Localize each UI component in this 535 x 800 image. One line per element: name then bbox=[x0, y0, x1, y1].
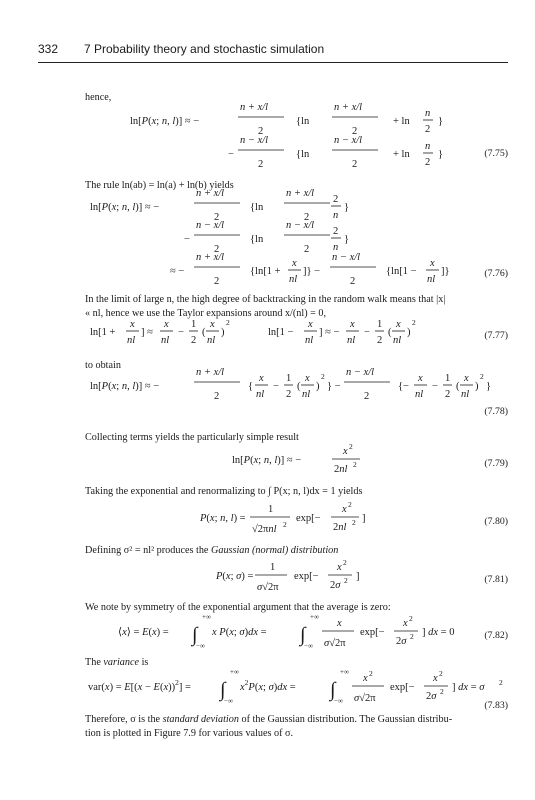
svg-text:x: x bbox=[430, 258, 435, 269]
svg-text:2: 2 bbox=[283, 520, 287, 529]
text-variance-emphasis: variance bbox=[103, 657, 140, 668]
svg-text:n: n bbox=[333, 210, 339, 221]
svg-text:{ln: {ln bbox=[296, 116, 310, 127]
svg-text:1: 1 bbox=[268, 504, 274, 515]
svg-text:−: − bbox=[273, 381, 279, 392]
svg-text:exp[−: exp[− bbox=[360, 627, 385, 638]
text-therefore-line2: tion is plotted in Figure 7.9 for various values of σ. bbox=[85, 728, 294, 739]
svg-text:2: 2 bbox=[343, 558, 347, 567]
svg-text:}: } bbox=[486, 381, 492, 392]
svg-text:exp[−: exp[− bbox=[294, 571, 319, 582]
equation-7-77 bbox=[90, 318, 416, 346]
svg-text:2: 2 bbox=[348, 500, 352, 509]
svg-text:−∞: −∞ bbox=[304, 642, 313, 650]
svg-text:1: 1 bbox=[270, 562, 276, 573]
svg-text:∫: ∫ bbox=[300, 624, 306, 646]
svg-text:−: − bbox=[178, 327, 184, 338]
svg-text:x P(x; σ)dx =: x P(x; σ)dx = bbox=[212, 627, 267, 638]
equation-number-7-83: (7.83) bbox=[484, 700, 508, 711]
svg-text:exp[−: exp[− bbox=[390, 682, 415, 693]
svg-text:n − x/l: n − x/l bbox=[196, 220, 225, 231]
svg-text:−: − bbox=[184, 234, 190, 245]
svg-text:nl: nl bbox=[256, 389, 265, 400]
svg-text:≈ −: ≈ − bbox=[170, 266, 185, 277]
svg-text:1: 1 bbox=[191, 319, 197, 330]
text-therefore-rest: of the Gaussian distribution. The Gaussian distribu- bbox=[241, 714, 453, 725]
svg-text:] ≈ −: ] ≈ − bbox=[319, 327, 340, 338]
svg-text:2: 2 bbox=[214, 391, 220, 402]
svg-text:−∞: −∞ bbox=[196, 642, 205, 650]
svg-text:nl: nl bbox=[415, 389, 424, 400]
text-variance-end: is bbox=[141, 657, 149, 668]
svg-text:2: 2 bbox=[191, 335, 197, 346]
svg-text:nl: nl bbox=[393, 335, 402, 346]
svg-text:2: 2 bbox=[333, 194, 339, 205]
svg-text:+∞: +∞ bbox=[310, 613, 319, 621]
text-to-obtain: to obtain bbox=[85, 360, 121, 371]
svg-text:−∞: −∞ bbox=[224, 697, 233, 705]
svg-text:n − x/l: n − x/l bbox=[334, 135, 363, 146]
svg-text:n + x/l: n + x/l bbox=[196, 252, 225, 263]
svg-text:{ln[1 −: {ln[1 − bbox=[386, 266, 417, 277]
svg-text:x: x bbox=[259, 373, 264, 384]
svg-text:(: ( bbox=[202, 327, 206, 338]
svg-text:n − x/l: n − x/l bbox=[332, 252, 361, 263]
svg-text:2: 2 bbox=[425, 157, 431, 168]
equation-7-79 bbox=[232, 442, 357, 475]
svg-text:nl: nl bbox=[127, 335, 136, 346]
svg-text:] dx = 0: ] dx = 0 bbox=[422, 627, 455, 638]
svg-text:}: } bbox=[438, 149, 444, 160]
svg-text:nl: nl bbox=[161, 335, 170, 346]
text-hence: hence, bbox=[85, 92, 112, 103]
svg-text:x: x bbox=[342, 504, 347, 515]
svg-text:{: { bbox=[248, 381, 254, 392]
text-variance-lead: The bbox=[85, 657, 101, 668]
equation-number-7-78: (7.78) bbox=[484, 406, 508, 417]
svg-text:n − x/l: n − x/l bbox=[286, 220, 315, 231]
svg-text:σ√2π: σ√2π bbox=[354, 693, 376, 704]
equation-7-76 bbox=[90, 188, 450, 287]
svg-text:x: x bbox=[130, 319, 135, 330]
svg-text:1: 1 bbox=[377, 319, 383, 330]
svg-text:2: 2 bbox=[445, 389, 451, 400]
text-limit-line1: In the limit of large n, the high degree of backtracking in the random walk means that |x| bbox=[85, 294, 446, 305]
svg-text:ln[P(x; n, l)] ≈ −: ln[P(x; n, l)] ≈ − bbox=[232, 455, 302, 466]
equation-7-75 bbox=[130, 102, 443, 170]
svg-text:2: 2 bbox=[377, 335, 383, 346]
text-limit-line2: « nl, hence we use the Taylor expansions around x/(nl) = 0, bbox=[85, 308, 327, 319]
svg-text:nl: nl bbox=[427, 274, 436, 285]
svg-text:+ ln: + ln bbox=[393, 149, 410, 160]
svg-text:2: 2 bbox=[214, 276, 220, 287]
svg-text:] ≈: ] ≈ bbox=[141, 327, 153, 338]
equation-7-80 bbox=[199, 500, 366, 535]
svg-text:σ√2π: σ√2π bbox=[324, 638, 346, 649]
svg-text:x: x bbox=[305, 373, 310, 384]
svg-text:2: 2 bbox=[258, 159, 264, 170]
svg-text:2: 2 bbox=[499, 678, 503, 687]
svg-text:2: 2 bbox=[364, 391, 370, 402]
svg-text:2: 2 bbox=[480, 372, 484, 381]
svg-text:nl: nl bbox=[347, 335, 356, 346]
svg-text:nl: nl bbox=[289, 274, 298, 285]
svg-text:x: x bbox=[210, 319, 215, 330]
text-taking: Taking the exponential and renormalizing to ∫ P(x; n, l)dx = 1 yields bbox=[85, 486, 363, 497]
svg-text:x: x bbox=[433, 673, 438, 684]
svg-text:2: 2 bbox=[321, 372, 325, 381]
svg-text:σ√2π: σ√2π bbox=[257, 582, 279, 593]
text-symmetry: We note by symmetry of the exponential argument that the average is zero: bbox=[85, 602, 391, 613]
svg-text:x2P(x; σ)dx =: $x^2P(x$; σ)dx = bbox=[240, 678, 296, 693]
svg-text:n + x/l: n + x/l bbox=[196, 188, 225, 199]
svg-text:2: 2 bbox=[349, 442, 353, 451]
svg-text:2nl: 2nl bbox=[334, 464, 348, 475]
svg-text:x: x bbox=[363, 673, 368, 684]
text-defining-emphasis: Gaussian (normal) distribution bbox=[211, 545, 339, 556]
svg-text:2: 2 bbox=[440, 687, 444, 696]
svg-text:nl: nl bbox=[207, 335, 216, 346]
svg-text:2: 2 bbox=[350, 276, 356, 287]
svg-text:2: 2 bbox=[352, 518, 356, 527]
equation-7-81 bbox=[215, 558, 360, 593]
equation-number-7-82: (7.82) bbox=[484, 630, 508, 641]
svg-text:⟨x⟩ = E(x) =: ⟨x⟩ = E(x) = bbox=[118, 627, 169, 638]
svg-text:−: − bbox=[432, 381, 438, 392]
svg-text:x: x bbox=[337, 562, 342, 573]
svg-text:ln[P(x; n, l)] ≈ −: ln[P(x; n, l)] ≈ − bbox=[90, 202, 160, 213]
svg-text:n + x/l: n + x/l bbox=[240, 102, 269, 113]
svg-text:2: 2 bbox=[286, 389, 292, 400]
svg-text:n: n bbox=[425, 108, 431, 119]
svg-text:{−: {− bbox=[398, 381, 409, 392]
svg-text:2: 2 bbox=[412, 318, 416, 327]
svg-text:2: 2 bbox=[333, 226, 339, 237]
svg-text:P(x; n, l) =: P(x; n, l) = bbox=[200, 513, 246, 524]
svg-text:n: n bbox=[425, 141, 431, 152]
svg-text:n − x/l: n − x/l bbox=[240, 135, 269, 146]
svg-text:∫: ∫ bbox=[192, 624, 198, 646]
svg-text:x: x bbox=[164, 319, 169, 330]
svg-text:2: 2 bbox=[409, 614, 413, 623]
svg-text:2: 2 bbox=[214, 212, 220, 223]
svg-text:n − x/l: n − x/l bbox=[346, 367, 375, 378]
equation-number-7-80: (7.80) bbox=[484, 516, 508, 527]
svg-text:): ) bbox=[316, 381, 320, 392]
svg-text:2σ: 2σ bbox=[396, 636, 407, 647]
svg-text:+ ln: + ln bbox=[393, 116, 410, 127]
svg-text:x: x bbox=[350, 319, 355, 330]
svg-text:x: x bbox=[337, 618, 342, 629]
svg-text:2: 2 bbox=[353, 460, 357, 469]
svg-text:{ln: {ln bbox=[250, 202, 264, 213]
text-therefore-emphasis: standard deviation bbox=[162, 714, 239, 725]
svg-text:): ) bbox=[221, 327, 225, 338]
svg-text:2: 2 bbox=[352, 126, 358, 137]
text-defining-lead: Defining σ² = nl² produces the bbox=[85, 545, 209, 556]
svg-text:{ln: {ln bbox=[296, 149, 310, 160]
svg-text:] dx = σ: ] dx = σ bbox=[452, 682, 485, 693]
svg-text:]: ] bbox=[362, 513, 366, 524]
svg-text:2: 2 bbox=[410, 632, 414, 641]
svg-text:ln[1 +: ln[1 + bbox=[90, 327, 116, 338]
svg-text:P(x; σ) =: P(x; σ) = bbox=[216, 571, 254, 582]
svg-text:n + x/l: n + x/l bbox=[196, 367, 225, 378]
equation-7-82 bbox=[118, 613, 454, 650]
svg-text:2: 2 bbox=[258, 126, 264, 137]
svg-text:+∞: +∞ bbox=[340, 668, 349, 676]
svg-text:∫: ∫ bbox=[330, 679, 336, 701]
equation-7-78 bbox=[90, 367, 491, 402]
svg-text:]} −: ]} − bbox=[303, 266, 321, 277]
svg-text:x: x bbox=[308, 319, 313, 330]
svg-text:+∞: +∞ bbox=[202, 613, 211, 621]
svg-text:2: 2 bbox=[304, 212, 310, 223]
svg-text:x: x bbox=[464, 373, 469, 384]
equation-7-83 bbox=[88, 668, 503, 705]
svg-text:n: n bbox=[333, 242, 339, 253]
equation-7-76-lines bbox=[194, 203, 439, 270]
svg-text:nl: nl bbox=[305, 335, 314, 346]
svg-text:): ) bbox=[475, 381, 479, 392]
equation-number-7-76: (7.76) bbox=[484, 268, 508, 279]
svg-text:1: 1 bbox=[286, 373, 292, 384]
svg-text:∫: ∫ bbox=[220, 679, 226, 701]
svg-text:x: x bbox=[418, 373, 423, 384]
svg-text:ln[P(x; n, l)] ≈ −: ln[P(x; n, l)] ≈ − bbox=[90, 381, 160, 392]
svg-text:1: 1 bbox=[445, 373, 451, 384]
svg-text:2: 2 bbox=[304, 244, 310, 255]
svg-text:−: − bbox=[364, 327, 370, 338]
svg-text:): ) bbox=[407, 327, 411, 338]
svg-text:} −: } − bbox=[327, 381, 341, 392]
svg-text:}: } bbox=[344, 234, 350, 245]
svg-text:2: 2 bbox=[352, 159, 358, 170]
svg-text:nl: nl bbox=[302, 389, 311, 400]
svg-text:n + x/l: n + x/l bbox=[334, 102, 363, 113]
svg-text:2nl: 2nl bbox=[333, 522, 347, 533]
svg-text:+∞: +∞ bbox=[230, 668, 239, 676]
svg-text:{ln[1 +: {ln[1 + bbox=[250, 266, 281, 277]
svg-text:nl: nl bbox=[461, 389, 470, 400]
svg-text:]: ] bbox=[356, 571, 360, 582]
svg-text:(: ( bbox=[297, 381, 301, 392]
page-number: 332 bbox=[38, 42, 59, 56]
svg-text:x: x bbox=[403, 618, 408, 629]
svg-text:ln[P(x; n, l)] ≈ −: ln[P(x; n, l)] ≈ − bbox=[130, 116, 200, 127]
svg-text:2: 2 bbox=[425, 124, 431, 135]
equation-number-7-79: (7.79) bbox=[484, 458, 508, 469]
svg-text:}: } bbox=[438, 116, 444, 127]
text-therefore-lead: Therefore, σ is the bbox=[85, 714, 161, 725]
svg-text:2: 2 bbox=[214, 244, 220, 255]
svg-text:2σ: 2σ bbox=[426, 691, 437, 702]
svg-text:{ln: {ln bbox=[250, 234, 264, 245]
equation-number-7-77: (7.77) bbox=[484, 330, 508, 341]
svg-text:ln[1 −: ln[1 − bbox=[268, 327, 294, 338]
svg-text:x: x bbox=[343, 446, 348, 457]
svg-text:2: 2 bbox=[439, 669, 443, 678]
svg-text:√2πnl: √2πnl bbox=[252, 524, 277, 535]
svg-text:2: 2 bbox=[226, 318, 230, 327]
svg-text:]}: ]} bbox=[441, 266, 450, 277]
svg-text:−: − bbox=[228, 149, 234, 160]
svg-text:(: ( bbox=[388, 327, 392, 338]
svg-text:exp[−: exp[− bbox=[296, 513, 321, 524]
equation-number-7-75: (7.75) bbox=[484, 148, 508, 159]
svg-text:n + x/l: n + x/l bbox=[286, 188, 315, 199]
svg-text:−∞: −∞ bbox=[334, 697, 343, 705]
chapter-title: 7 Probability theory and stochastic simulation bbox=[84, 42, 325, 56]
svg-text:var(x) = E[(x − E(x))2] =: $var(x) = E[(x - E(x))^2]$ = bbox=[88, 678, 191, 693]
svg-text:2σ: 2σ bbox=[330, 580, 341, 591]
text-rule: The rule ln(ab) = ln(a) + ln(b) yields bbox=[85, 180, 234, 191]
text-collecting: Collecting terms yields the particularly simple result bbox=[85, 432, 299, 443]
svg-text:x: x bbox=[292, 258, 297, 269]
equation-number-7-81: (7.81) bbox=[484, 574, 508, 585]
svg-text:(: ( bbox=[456, 381, 460, 392]
svg-text:x: x bbox=[396, 319, 401, 330]
svg-text:2: 2 bbox=[344, 576, 348, 585]
svg-text:2: 2 bbox=[369, 669, 373, 678]
svg-text:}: } bbox=[344, 202, 350, 213]
